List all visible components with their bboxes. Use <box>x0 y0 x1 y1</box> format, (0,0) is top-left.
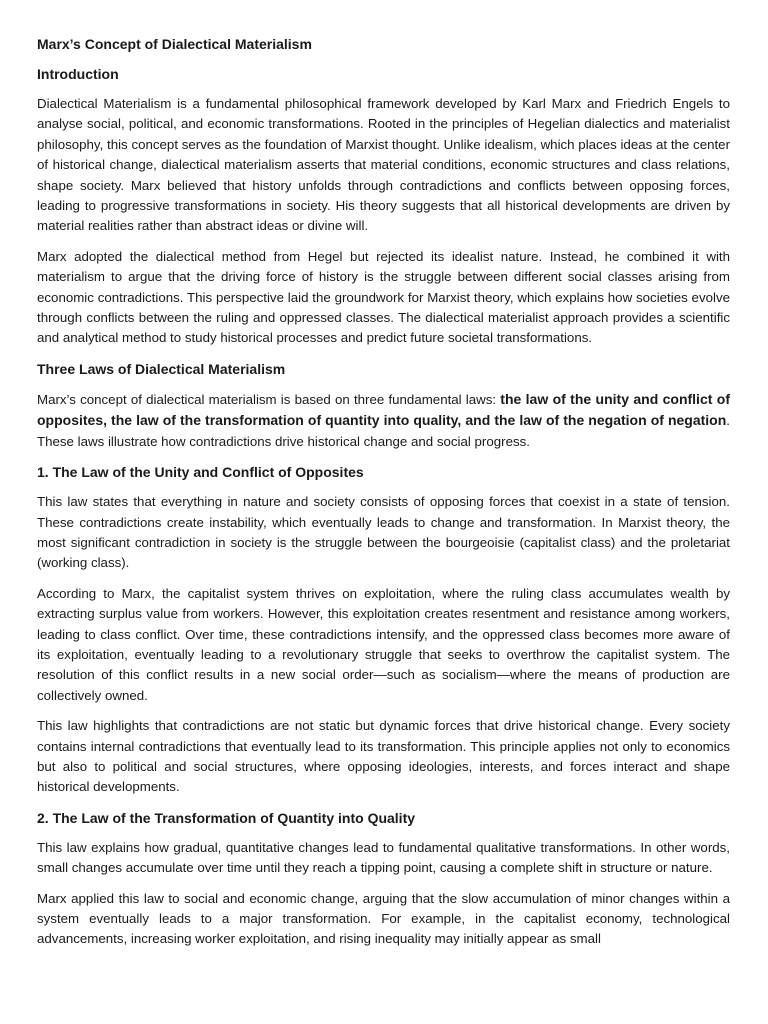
section-heading-law-1: 1. The Law of the Unity and Conflict of Opposites <box>37 464 364 481</box>
section-heading-law-2: 2. The Law of the Transformation of Quantity into Quality <box>37 809 416 826</box>
paragraph-three-laws <box>37 389 730 452</box>
paragraph-law1-1: This law states that everything in nature and society consists of opposing forces that coexist in a state of tension. These contradictions create instability, which eventually leads to change and transformation. In Marxist theory, the most significant contradiction in society is the struggle between the bourgeoisie (capitalist class) and the proletariat (working class). <box>37 494 730 571</box>
section-heading-introduction: Introduction <box>37 66 119 82</box>
document-title: Marx’s Concept of Dialectical Materialism <box>37 36 312 52</box>
paragraph-law1-2: According to Marx, the capitalist system thrives on exploitation, where the ruling class accumulates wealth by extracting surplus value from workers. However, this exploitation creates resentment and resistance among workers, leading to class conflict. Over time, these contradictions intensify, and the oppressed class becomes more aware of its exploitation, eventually leading to a revolutionary struggle that seeks to overthrow the capitalist system. The resolution of this conflict results in a new social order—such as socialism—where the means of production are collectively owned. <box>37 585 730 703</box>
document-page <box>37 34 730 950</box>
paragraph-intro-2: Marx adopted the dialectical method from Hegel but rejected its idealist nature. Instead, he combined it with materialism to argue that the driving force of history is the struggle between different social classes arising from economic contradictions. This perspective laid the groundwork for Marxist theory, which explains how societies evolve through conflicts between the ruling and oppressed classes. The dialectical materialist approach provides a scientific and analytical method to study historical processes and predict future societal transformations. <box>37 248 730 346</box>
paragraph-intro-1: Dialectical Materialism is a fundamental philosophical framework developed by Karl Marx and Friedrich Engels to analyse social, political, and economic transformations. Rooted in the principles of Hegelian dialectics and materialist philosophy, this concept serves as the foundation of Marxist thought. Unlike idealism, which places ideas at the center of historical change, dialectical materialism asserts that material conditions, economic structures and class relations, shape society. Marx believed that history unfolds through contradictions and conflicts between opposing forces, leading to progressive transformations in society. His theory suggests that all historical developments are driven by material realities rather than abstract ideas or divine will. <box>37 96 730 234</box>
paragraph-three-laws-start: Marx’s concept of dialectical materialism is based on three fundamental laws: <box>37 391 501 407</box>
paragraph-law2-2: Marx applied this law to social and economic change, arguing that the slow accumulation of minor changes within a system eventually leads to a major transformation. For example, in the capitalist economy, technological advancements, increasing worker exploitation, and rising inequality may initially appear as small <box>37 890 730 947</box>
section-heading-three-laws: Three Laws of Dialectical Materialism <box>37 360 286 377</box>
paragraph-three-laws-end: . These laws illustrate how contradictions drive historical change and social progress. <box>37 413 730 449</box>
paragraph-three-laws-bold: the law of the unity and conflict of opposites, the law of the transformation of quantity into quality, and the law of the negation of negation <box>37 390 730 429</box>
paragraph-law2-1: This law explains how gradual, quantitative changes lead to fundamental qualitative transformations. In other words, small changes accumulate over time until they reach a tipping point, causing a complete shift in structure or nature. <box>37 839 730 876</box>
paragraph-law1-3: This law highlights that contradictions are not static but dynamic forces that drive historical change. Every society contains internal contradictions that eventually lead to its transformation. This principle applies not only to economics but also to political and social structures, where opposing ideologies, interests, and forces interact and shape historical developments. <box>37 718 730 795</box>
